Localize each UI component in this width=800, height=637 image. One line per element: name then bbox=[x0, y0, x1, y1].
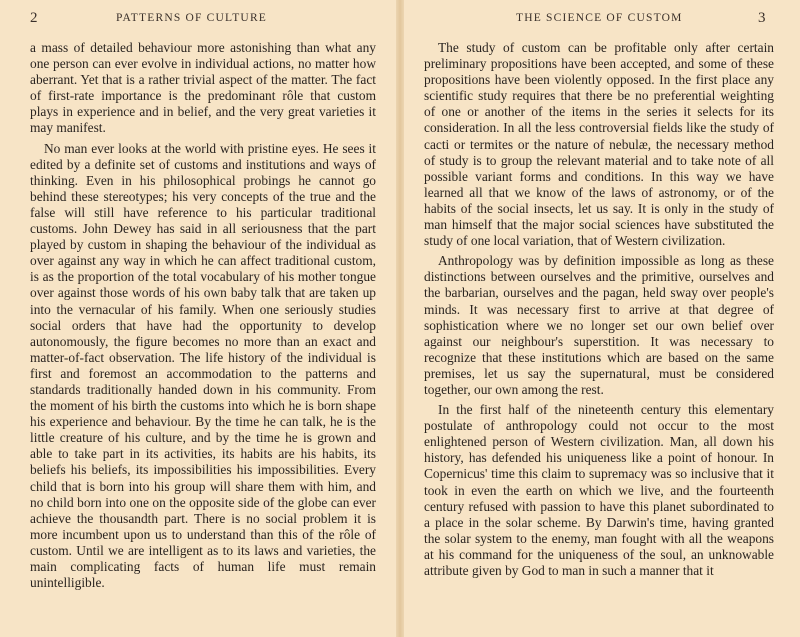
left-paragraph-2: No man ever looks at the world with pristine eyes. He sees it edited by a definite set of customs and institutions and ways of thinking. Even in his philosophical probings he cannot go behind these stereotypes; his very concepts of the true and the false will still have reference to his particular traditional customs. John Dewey has said in all seriousness that the part played by custom in shaping the behaviour of the individual as over against any way in which he can affect traditional custom, is as the proportion of the total vocabulary of his mother tongue over against those words of his own baby talk that are taken up into the vernacular of his family. When one seriously studies social orders that have had the opportunity to develop autonomously, the figure becomes no more than an exact and matter-of-fact observation. The life history of the individual is first and foremost an accommodation to the patterns and standards traditionally handed down in his community. From the moment of his birth the customs into which he is born shape his experience and behaviour. By the time he can talk, he is the little creature of his culture, and by the time he is grown and able to take part in its activities, its habits are his habits, its beliefs his beliefs, its impossibilities his impossibilities. Every child that is born into his group will share them with him, and no child born into one on the opposite side of the globe can ever achieve the thousandth part. There is no social problem it is more incumbent upon us to understand than this of the rôle of custom. Until we are intelligent as to its laws and varieties, the main complicating facts of human life must remain unintelligible. bbox=[30, 140, 376, 591]
right-body-text bbox=[424, 40, 774, 579]
right-paragraph-2: Anthropology was by definition impossible as long as these distinctions between ourselves and the primitive, ourselves and the barbarian, ourselves and the pagan, held sway over people's minds. It was necessary first to arrive at that degree of sophistication where we no longer set our own belief over against our neighbour's superstition. It was necessary to recognize that these institutions which are based on the same premises, let us say the supernatural, must be considered together, our own among the rest. bbox=[424, 253, 774, 397]
left-page-number: 2 bbox=[30, 10, 38, 26]
right-paragraph-3: In the first half of the nineteenth century this elementary postulate of anthropology could not occur to the most enlightened person of Western civilization. Man, all down his history, has defended his uniqueness like a point of honour. In Copernicus' time this claim to supremacy was so inclusive that it took in even the earth on which we live, and the fourteenth century refused with passion to have this planet subordinated to a place in the solar scheme. By Darwin's time, having granted the solar system to the enemy, man fought with all the weapons at his command for the uniqueness of the soul, an unknowable attribute given by God to man in such a manner that it bbox=[424, 402, 774, 578]
right-paragraph-1: The study of custom can be profitable only after certain preliminary propositions have been accepted, and some of these propositions have been violently opposed. In the first place any scientific study requires that there be no preferential weighting of one or another of the items in the series it selects for its consideration. In all the less controversial fields like the study of cacti or termites or the nature of nebulæ, the necessary method of study is to group the relevant material and to take note of all possible variant forms and conditions. In this way we have learned all that we know of the laws of astronomy, or of the habits of the social insects, let us say. It is only in the study of man himself that the major social sciences have substituted the study of one local variation, that of Western civilization. bbox=[424, 40, 774, 249]
right-running-head: THE SCIENCE OF CUSTOM bbox=[516, 12, 683, 24]
left-paragraph-1: a mass of detailed behaviour more astonishing than what any one person can ever evolve in individual actions, no matter how aberrant. Yet that is a rather trivial aspect of the matter. The fact of first-rate importance is the predominant rôle that custom plays in experience and in belief, and the very great varieties it may manifest. bbox=[30, 40, 376, 136]
left-running-head: PATTERNS OF CULTURE bbox=[116, 12, 268, 24]
right-page-number: 3 bbox=[758, 10, 766, 26]
left-body-text bbox=[30, 40, 376, 591]
